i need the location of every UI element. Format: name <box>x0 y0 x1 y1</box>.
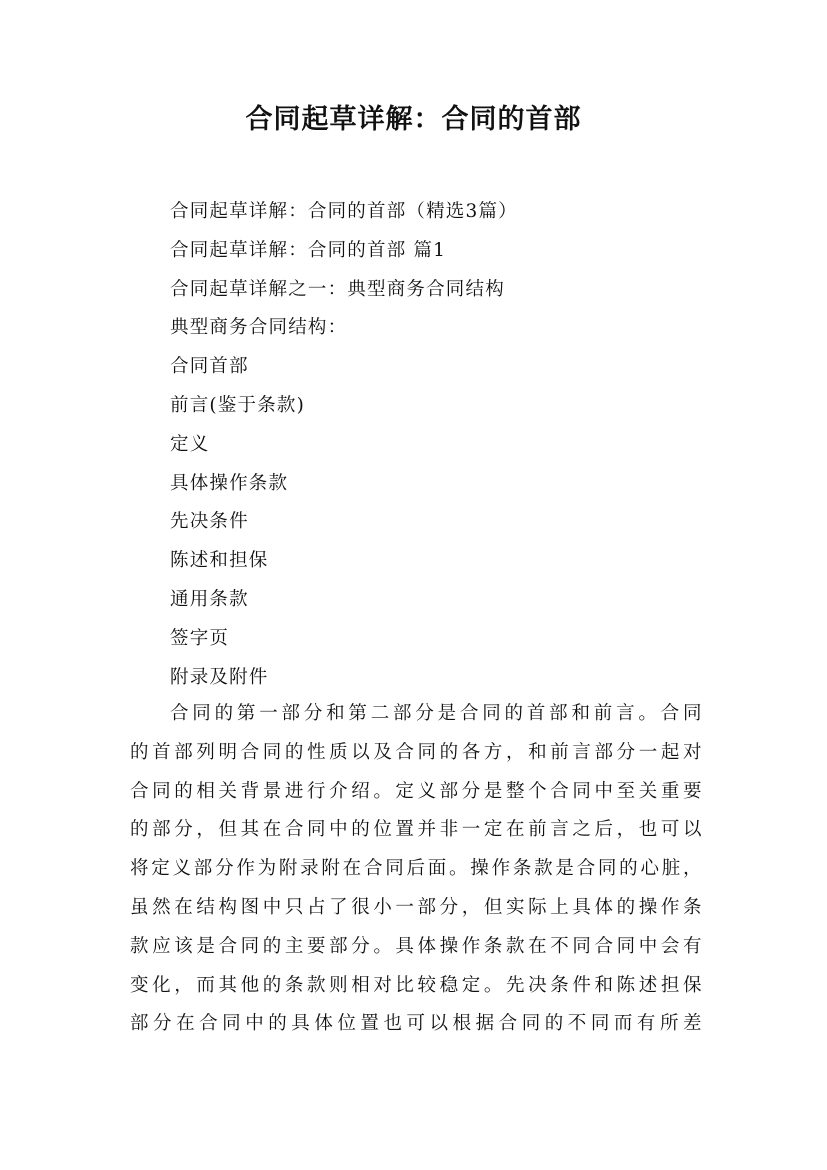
heading-line-part1: 合同起草详解：合同的首部 篇1 <box>170 239 447 261</box>
structure-item-general-clauses: 通用条款 <box>170 588 249 610</box>
body-paragraph <box>130 695 702 1044</box>
structure-item-header: 合同首部 <box>170 356 249 378</box>
paragraph-line: 的部分，但其在合同中的位置并非一定在前言之后，也可以 <box>130 819 702 841</box>
structure-item-representations: 陈述和担保 <box>170 550 269 572</box>
structure-item-conditions-precedent: 先决条件 <box>170 511 249 533</box>
paragraph-line: 款应该是合同的主要部分。具体操作条款在不同合同中会有 <box>130 935 702 957</box>
heading-line-section-one: 合同起草详解之一：典型商务合同结构 <box>170 278 505 300</box>
structure-item-operative-clauses: 具体操作条款 <box>170 472 289 494</box>
paragraph-line: 将定义部分作为附录附在合同后面。操作条款是合同的心脏， <box>130 858 702 880</box>
structure-item-signature-page: 签字页 <box>170 627 230 649</box>
paragraph-line: 部分在合同中的具体位置也可以根据合同的不同而有所差 <box>130 1013 702 1035</box>
paragraph-line: 合同的相关背景进行介绍。定义部分是整个合同中至关重要 <box>130 780 702 802</box>
paragraph-line: 的首部列明合同的性质以及合同的各方，和前言部分一起对 <box>130 741 702 763</box>
structure-intro-line: 典型商务合同结构： <box>170 317 348 339</box>
paragraph-line: 虽然在结构图中只占了很小一部分，但实际上具体的操作条 <box>130 896 702 918</box>
heading-line-collection: 合同起草详解：合同的首部（精选3篇） <box>170 201 518 222</box>
structure-item-preamble: 前言(鉴于条款) <box>170 394 306 416</box>
contract-structure-list <box>170 193 518 697</box>
structure-item-appendices: 附录及附件 <box>170 666 269 688</box>
structure-item-definitions: 定义 <box>170 433 210 455</box>
document-title: 合同起草详解：合同的首部 <box>245 104 582 135</box>
paragraph-line: 合同的第一部分和第二部分是合同的首部和前言。合同 <box>170 703 702 724</box>
paragraph-line: 变化，而其他的条款则相对比较稳定。先决条件和陈述担保 <box>130 974 702 996</box>
